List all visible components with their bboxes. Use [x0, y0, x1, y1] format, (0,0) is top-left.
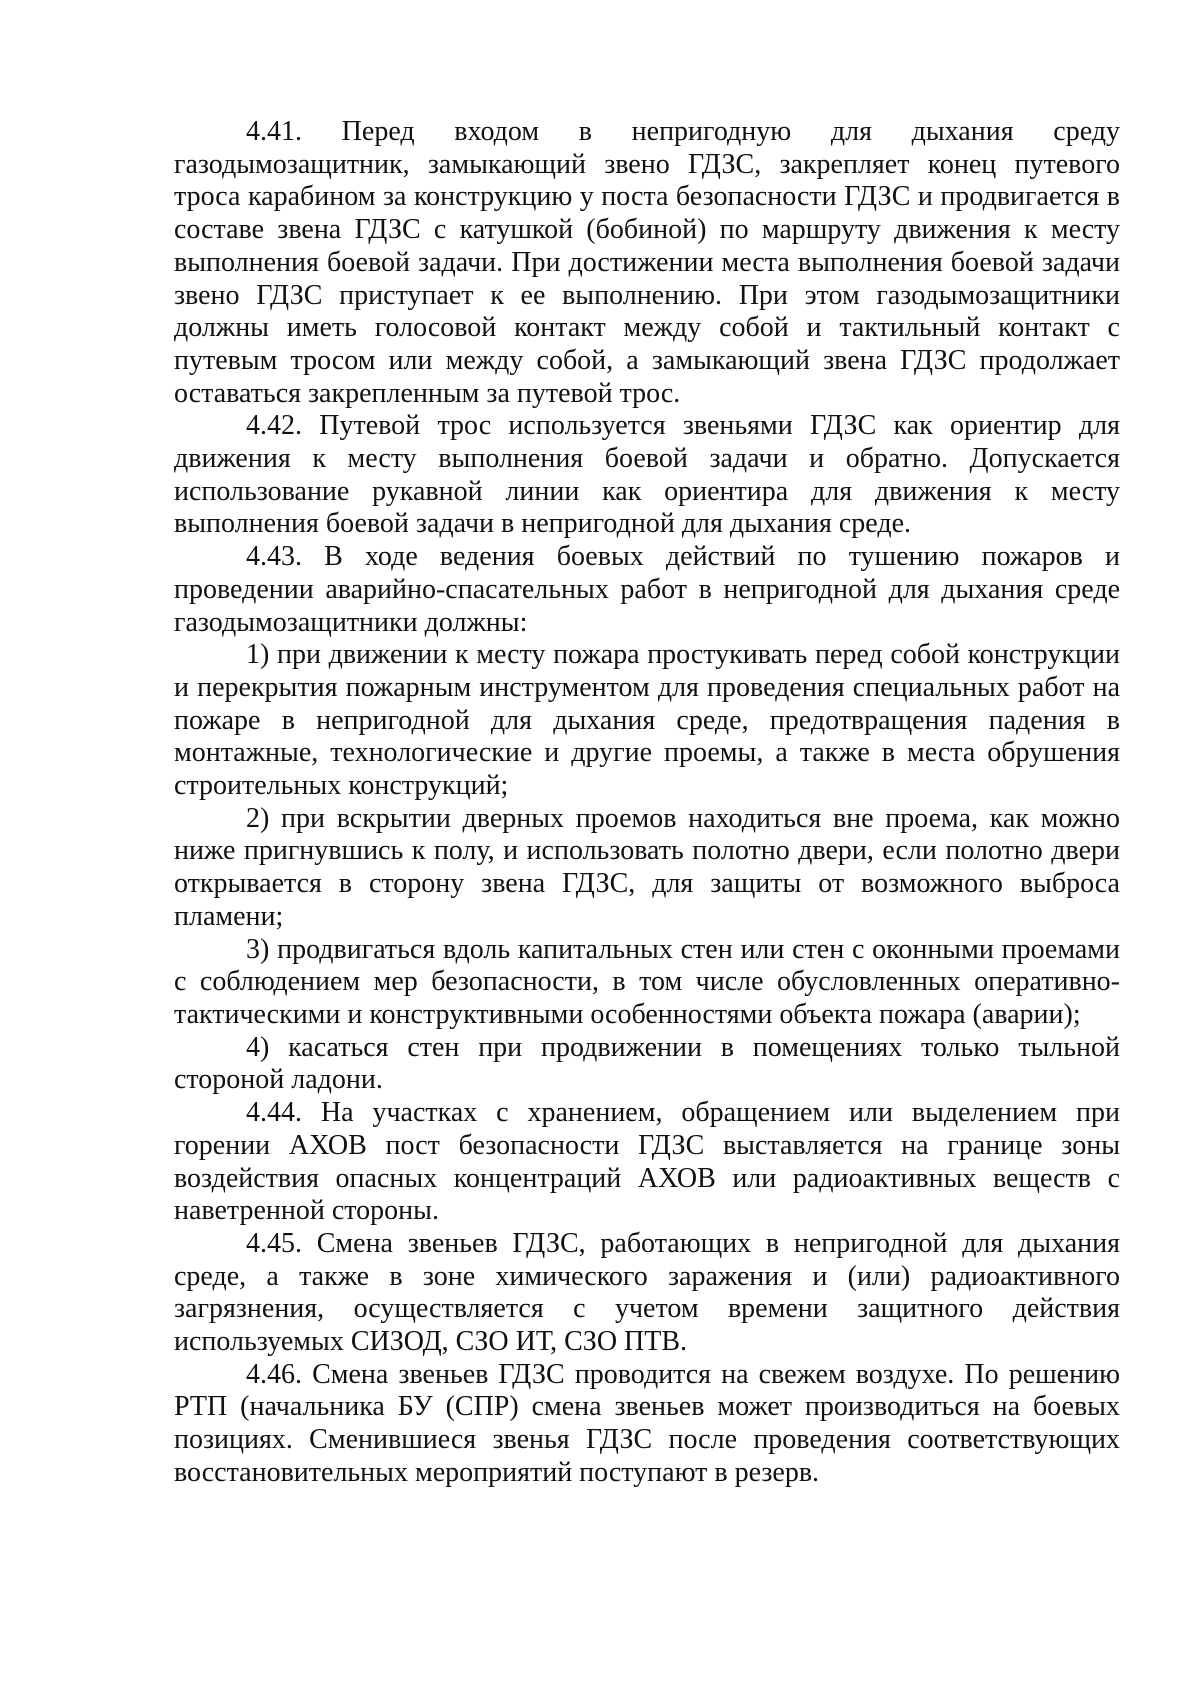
paragraph-4-46: 4.46. Смена звеньев ГДЗС проводится на свежем воздухе. По решению РТП (начальника БУ (СПР) смена звеньев может производиться на боевых позициях. Сменившиеся звенья ГДЗС после проведения соответствующих восстановительных мероприятий поступают в резерв. [174, 1358, 1120, 1488]
list-item-2: 2) при вскрытии дверных проемов находиться вне проема, как можно ниже пригнувшись к полу, и использовать полотно двери, если полотно двери открывается в сторону звена ГДЗС, для защиты от возможного выброса пламени; [174, 802, 1120, 932]
paragraph-4-41: 4.41. Перед входом в непригодную для дыхания среду газодымозащитник, замыкающий звено ГДЗС, закрепляет конец путевого троса карабином за конструкцию у поста безопасности ГДЗС и продвигается в составе звена ГДЗС с катушкой (бобиной) по маршруту движения к месту выполнения боевой задачи. При достижении места выполнения боевой задачи звено ГДЗС приступает к ее выполнению. При этом газодымозащитники должны иметь голосовой контакт между собой и тактильный контакт с путевым тросом или между собой, а замыкающий звена ГДЗС продолжает оставаться закрепленным за путевой трос. [174, 116, 1120, 409]
paragraph-4-45: 4.45. Смена звеньев ГДЗС, работающих в непригодной для дыхания среде, а также в зоне химического заражения и (или) радиоактивного загрязнения, осуществляется с учетом времени защитного действия используемых СИЗОД, СЗО ИТ, СЗО ПТВ. [174, 1227, 1120, 1358]
paragraph-4-42: 4.42. Путевой трос используется звеньями ГДЗС как ориентир для движения к месту выполнения боевой задачи и обратно. Допускается использование рукавной линии как ориентира для движения к месту выполнения боевой задачи в непригодной для дыхания среде. [174, 410, 1120, 540]
paragraph-4-44: 4.44. На участках с хранением, обращением или выделением при горении АХОВ пост безопасности ГДЗС выставляется на границе зоны воздействия опасных концентраций АХОВ или радиоактивных веществ с наветренной стороны. [174, 1097, 1120, 1227]
list-item-3: 3) продвигаться вдоль капитальных стен или стен с оконными проемами с соблюдением мер безопасности, в том числе обусловленных оперативно-тактическими и конструктивными особенностями объекта пожара (аварии); [174, 933, 1120, 1030]
list-item-4: 4) касаться стен при продвижении в помещениях только тыльной стороной ладони. [174, 1031, 1120, 1096]
paragraph-4-43: 4.43. В ходе ведения боевых действий по тушению пожаров и проведении аварийно-спасательных работ в непригодной для дыхания среде газодымозащитники должны: [174, 541, 1120, 638]
document-body [174, 116, 1120, 1490]
list-item-1: 1) при движении к месту пожара простукивать перед собой конструкции и перекрытия пожарным инструментом для проведения специальных работ на пожаре в непригодной для дыхания среде, предотвращения падения в монтажные, технологические и другие проемы, а также в места обрушения строительных конструкций; [174, 639, 1120, 802]
